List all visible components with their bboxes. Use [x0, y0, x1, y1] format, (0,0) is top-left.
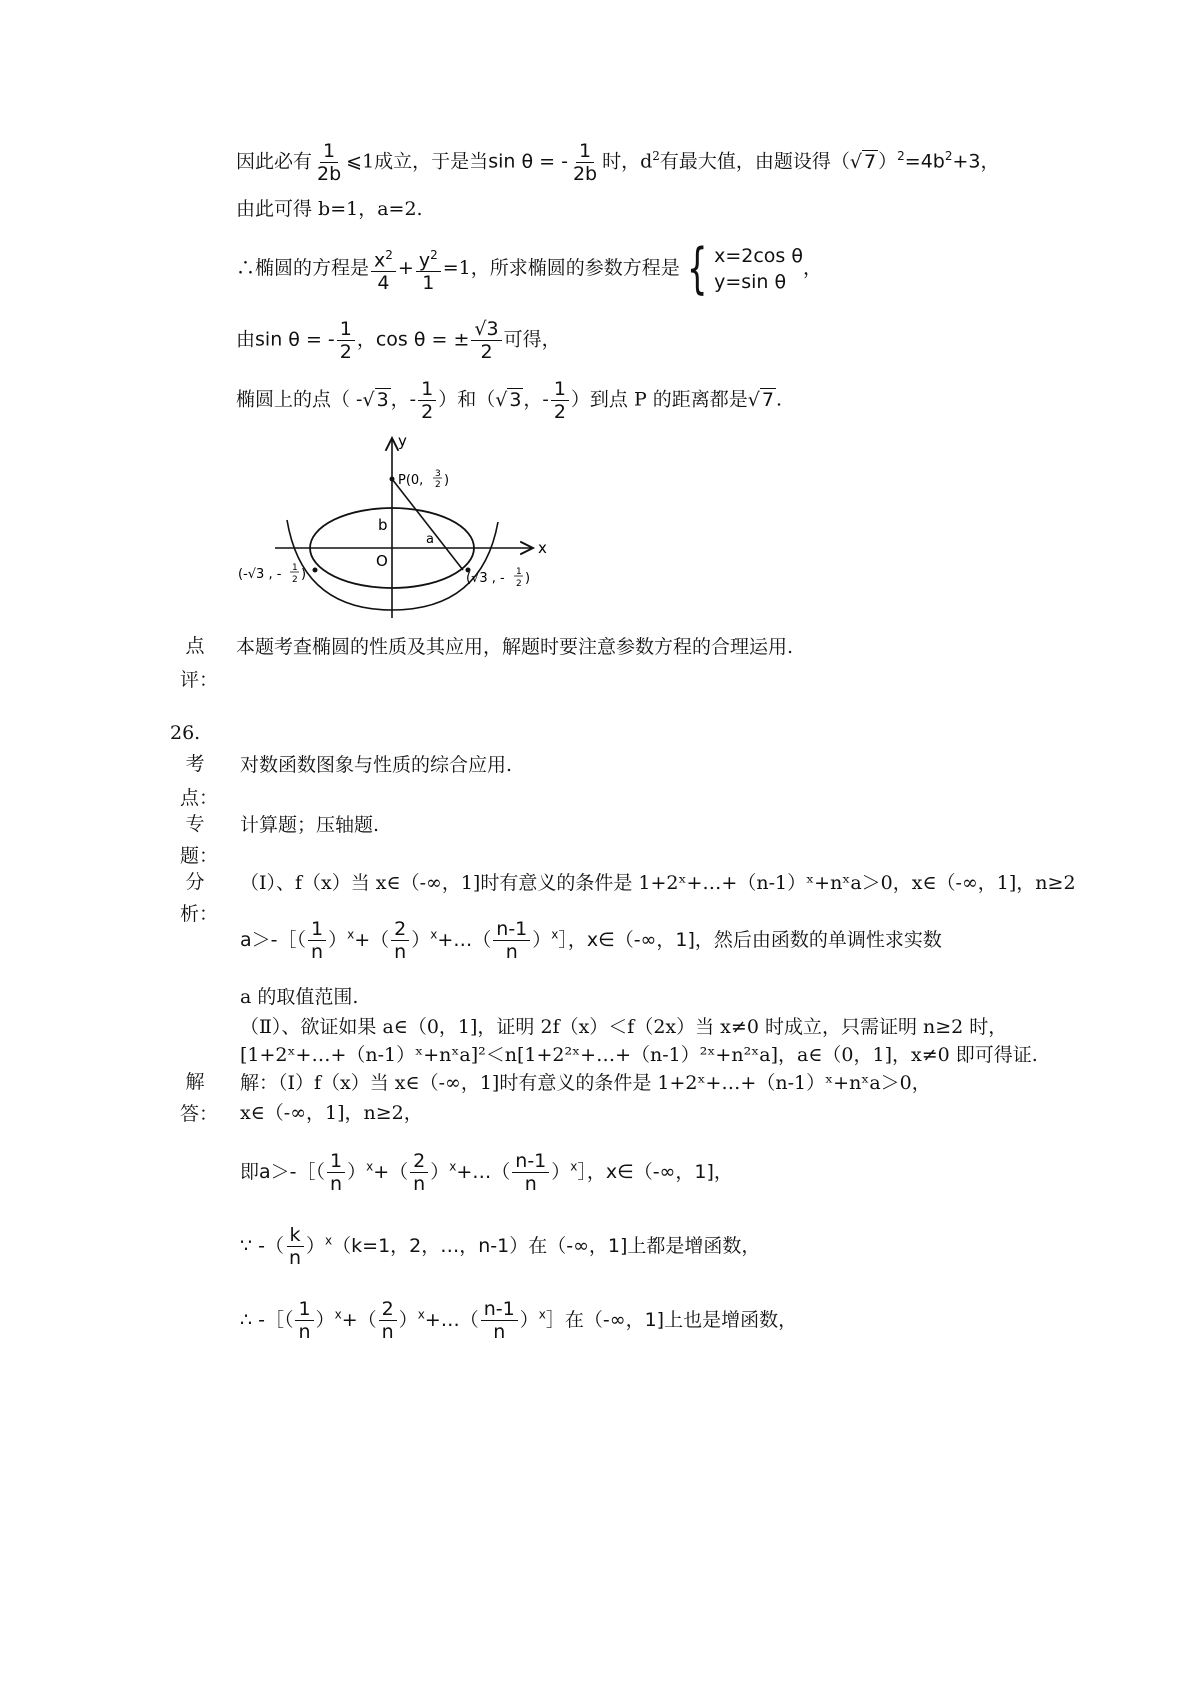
fenxi-label-1: 分 [185, 871, 205, 893]
jieda-p1: 解：（Ⅰ）f（x）当 x∈（-∞，1]时有意义的条件是 1+2ˣ+…+（n-1）ˣ+nˣa＞0， [240, 1072, 931, 1094]
fenxi-p5: [1+2ˣ+…+（n-1）ˣ+nˣa]²＜n[1+2²ˣ+…+（n-1）²ˣ+n²ˣa]，a∈（0，1]，x≠0 即可得证. [240, 1044, 1038, 1066]
fenxi-p3: a 的取值范围. [240, 986, 359, 1008]
point-p-label: P(0, [398, 473, 424, 488]
segment-pa [392, 479, 463, 570]
fraction: $\frac{√3}{2}$ [471, 318, 501, 363]
line-b-a-values: 由此可得 b=1，a=2. [236, 198, 423, 220]
line-ellipse-equation: ∴椭圆的方程是 $\frac{x^2}{4}$ + $\frac{y^2}{1}$ =1，所求椭圆的参数方程是 { x=2cos θ y=sin θ ， [236, 237, 822, 300]
ellipse-figure [230, 430, 590, 630]
fraction: $\frac{1}{2b}$ [317, 140, 342, 185]
y-axis-label: y [398, 432, 407, 450]
right-point-label: (√3 , - [466, 571, 505, 586]
fraction: $\frac{x^2}{4}$ [371, 244, 396, 294]
point-p [390, 477, 395, 482]
jieda-p3: 即a＞-［（ $\frac{1}{n}$ ）$^x$+（ $\frac{2}{n}$ ）$^x$+…（ $\frac{n-1}{n}$ ）$^x$］，x∈（-∞，1]， [240, 1150, 733, 1195]
p-frac-den: 2 [435, 480, 441, 490]
svg-text:): ) [525, 571, 531, 586]
line-points-distance: 椭圆上的点（ -√ 3 ，- $\frac{1}{2}$ ）和（√ 3 ，- $\frac{1}{2}$ ）到点 P 的距离都是√ 7 . [236, 378, 783, 423]
fenxi-p1: （Ⅰ）、f（x）当 x∈（-∞，1]时有意义的条件是 1+2ˣ+…+（n-1）ˣ+nˣa＞0，x∈（-∞，1]，n≥2 [240, 872, 1076, 894]
line-max-condition: 因此必有 $\frac{1}{2b}$ ⩽1成立，于是当sin θ = - $\frac{1}{2b}$ 时，$d^2$有最大值，由题设得（√ 7 ）$^2=4b^2+3$， [236, 140, 1000, 185]
a-label: a [426, 532, 434, 547]
kaodian-label-2: 点： [180, 787, 219, 809]
kaodian-text: 对数函数图象与性质的综合应用. [240, 754, 513, 776]
jieda-p4: ∵ -（ $\frac{k}{n}$ ）$^x$（k=1，2，…，n-1）在（-∞，1]上都是增函数， [240, 1224, 761, 1269]
left-frac-den: 2 [292, 575, 298, 585]
b-label: b [378, 516, 388, 534]
fraction: $\frac{1}{2}$ [337, 318, 355, 363]
p-frac-num: 3 [435, 469, 441, 479]
fraction: $\frac{1}{2b}$ [572, 140, 598, 185]
right-frac-den: 2 [516, 579, 522, 589]
right-frac-num: 1 [516, 567, 522, 577]
question-number: 26. [170, 722, 201, 744]
kaodian-label-1: 考 [185, 753, 205, 775]
jieda-p5: ∴ -［（ $\frac{1}{n}$ ）$^x$+（ $\frac{2}{n}$ ）$^x$+…（ $\frac{n-1}{n}$ ）$^x$］在（-∞，1]上也是增函数， [240, 1298, 798, 1343]
zhuanti-label-2: 题： [180, 845, 219, 867]
left-point-label: (-√3 , - [238, 567, 282, 582]
zhuanti-label-1: 专 [185, 813, 205, 835]
review-label-1: 点 [185, 635, 205, 657]
svg-text:): ) [444, 473, 450, 488]
point-left [313, 568, 318, 573]
fenxi-label-2: 析： [180, 903, 219, 925]
fenxi-p4: （Ⅱ）、欲证如果 a∈（0，1]，证明 2f（x）＜f（2x）当 x≠0 时成立，只需证明 n≥2 时， [240, 1016, 1008, 1038]
fraction: $\frac{1}{2}$ [551, 378, 569, 423]
fraction: $\frac{1}{2}$ [418, 378, 436, 423]
x-axis-label: x [538, 539, 547, 557]
origin-label: O [376, 552, 388, 570]
jieda-p2: x∈（-∞，1]，n≥2， [240, 1102, 423, 1124]
svg-text:): ) [301, 567, 307, 582]
jieda-label-2: 答： [180, 1103, 219, 1125]
left-frac-num: 1 [292, 563, 298, 573]
fenxi-p2: a＞-［（ $\frac{1}{n}$ ）$^x$+（ $\frac{2}{n}$ ）$^x$+…（ $\frac{n-1}{n}$ ）$^x$］，x∈（-∞，1]，然后由函数的单调性求实数 [240, 918, 942, 963]
jieda-label-1: 解 [185, 1071, 205, 1093]
parametric-system: { x=2cos θ y=sin θ [686, 237, 803, 300]
review-text: 本题考查椭圆的性质及其应用，解题时要注意参数方程的合理运用. [236, 636, 794, 658]
review-label-2: 评： [180, 669, 219, 691]
line-sin-cos: 由sin θ = - $\frac{1}{2}$ ，cos θ = ± $\frac{√3}{2}$ 可得， [236, 318, 561, 363]
zhuanti-text: 计算题；压轴题. [240, 814, 380, 836]
fraction: $\frac{y^2}{1}$ [416, 244, 441, 294]
